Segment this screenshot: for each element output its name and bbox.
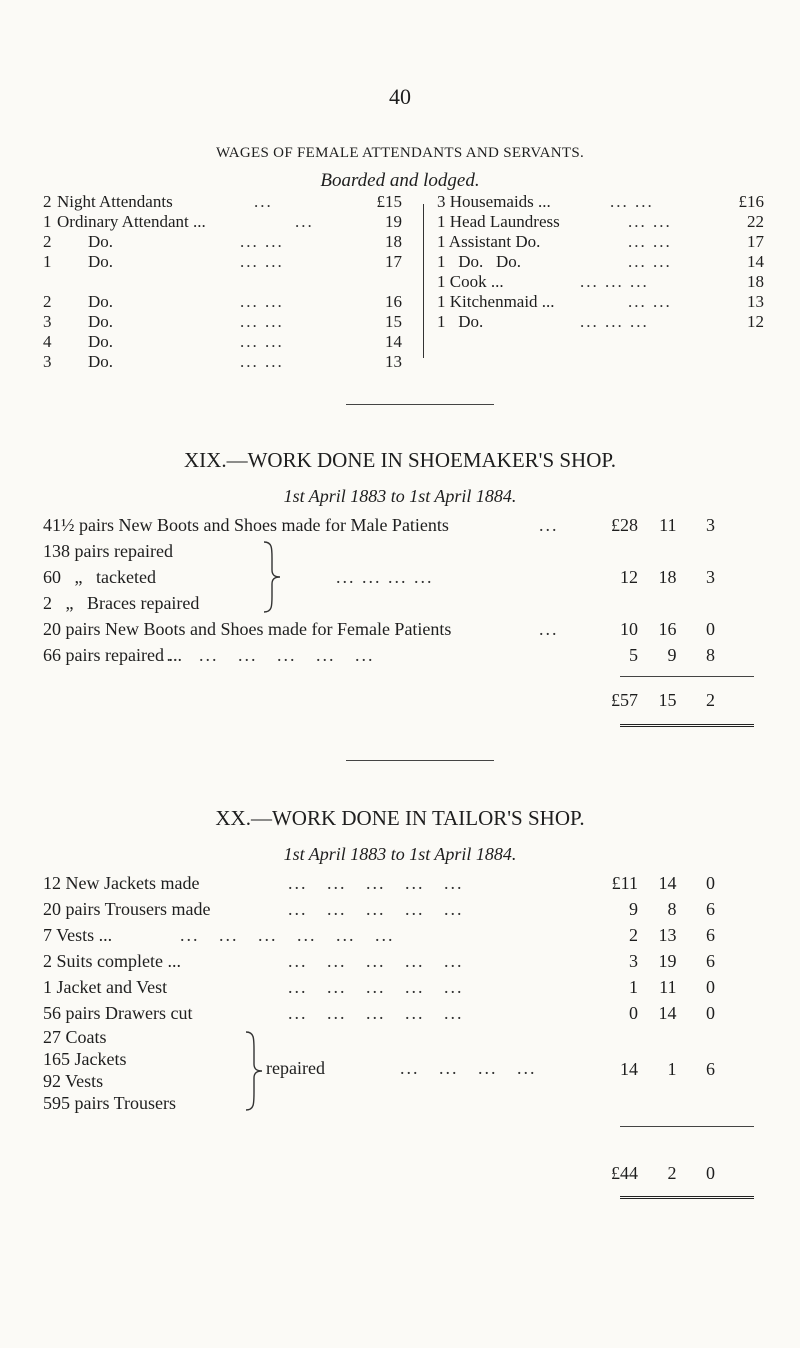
count: 1 — [43, 252, 52, 271]
wages-title: WAGES OF FEMALE ATTENDANTS AND SERVANTS. — [215, 145, 585, 161]
count: 2 — [43, 292, 52, 311]
shoemaker-amount — [580, 616, 715, 642]
shoemaker-amount — [580, 512, 715, 538]
amount: 17 — [385, 252, 402, 271]
pence: 6 — [706, 951, 715, 971]
label: 1 Assistant Do. — [437, 232, 541, 251]
dots: ... ... — [240, 292, 284, 311]
item-text: 595 pairs Trousers — [43, 1093, 177, 1113]
pence: 0 — [706, 619, 715, 639]
amount: 22 — [747, 212, 764, 231]
dots: ... ... — [240, 232, 284, 251]
tailor-amount — [580, 974, 715, 1000]
shoemaker-brace — [262, 540, 284, 614]
wages-subtitle: Boarded and lodged. — [320, 170, 480, 191]
pounds: 14 — [620, 1059, 638, 1079]
label: 1 Do. Do. — [437, 252, 522, 271]
item-text: 27 Coats — [43, 1027, 107, 1047]
pence: 0 — [706, 1003, 715, 1023]
item-text: 2 „ Braces repaired — [43, 593, 200, 613]
item-text: 138 pairs repaired — [43, 541, 173, 561]
dots: ... ... — [240, 332, 284, 351]
shillings: 13 — [658, 925, 677, 945]
item-text: 165 Jackets — [43, 1049, 127, 1069]
label: Do. — [88, 352, 114, 371]
item-text: 60 „ tacketed — [43, 567, 156, 587]
amount: 15 — [385, 312, 402, 331]
label: Night Attendants — [57, 192, 173, 211]
count: 2 — [43, 192, 52, 211]
tailor-total — [580, 1160, 715, 1186]
tailor-amount — [580, 948, 715, 974]
count: 1 — [43, 212, 52, 231]
section-divider — [346, 760, 494, 761]
amount: 17 — [747, 232, 764, 251]
label: Do. — [88, 232, 114, 251]
item-text: 20 pairs New Boots and Shoes made for Female Patients — [43, 619, 452, 639]
shillings: 11 — [659, 515, 677, 535]
shoemaker-total — [580, 687, 715, 713]
dots: ... ... ... ... ... — [288, 1003, 464, 1023]
dots: ... ... — [610, 192, 654, 211]
amount: 16 — [385, 292, 402, 311]
dots: ... — [254, 192, 273, 211]
shoemaker-amount — [580, 642, 715, 668]
amount: £15 — [376, 192, 402, 211]
shoemaker-title: XIX.—WORK DONE IN SHOEMAKER'S SHOP. — [184, 448, 616, 472]
item-text: 20 pairs Trousers made — [43, 899, 211, 919]
dots: ... — [539, 619, 559, 639]
label: 1 Do. — [437, 312, 484, 331]
item-text: 56 pairs Drawers cut — [43, 1003, 193, 1023]
dots: ... ... — [628, 252, 672, 271]
count: 4 — [43, 332, 52, 351]
amount: 19 — [385, 212, 402, 231]
pence: 6 — [706, 925, 715, 945]
dots: ... ... ... ... ... ... — [160, 645, 375, 665]
label: 1 Kitchenmaid ... — [437, 292, 555, 311]
shillings: 14 — [658, 873, 677, 893]
dots: ... ... — [628, 292, 672, 311]
label: Do. — [88, 332, 114, 351]
shillings: 9 — [667, 645, 677, 665]
pence: 2 — [706, 690, 715, 710]
tailor-brace — [244, 1030, 266, 1112]
pounds: 5 — [629, 645, 638, 665]
pounds: 0 — [629, 1003, 638, 1023]
label: Do. — [88, 252, 114, 271]
pounds: £57 — [611, 690, 638, 710]
amount: £16 — [738, 192, 764, 211]
tailor-period: 1st April 1883 to 1st April 1884. — [283, 844, 517, 864]
tailor-amount — [580, 896, 715, 922]
amount: 18 — [747, 272, 764, 291]
tailor-repaired-amount — [580, 1056, 715, 1082]
section-divider — [346, 404, 494, 405]
dots: ... — [539, 515, 559, 535]
amount: 12 — [747, 312, 764, 331]
total-double-rule — [620, 1196, 754, 1199]
dots: ... ... ... ... ... — [288, 873, 464, 893]
dots: ... — [295, 212, 314, 231]
total-double-rule — [620, 724, 754, 727]
repaired-label: repaired — [266, 1058, 325, 1078]
dots: ... ... — [240, 252, 284, 271]
item-text: 7 Vests ... — [43, 925, 113, 945]
pounds: 1 — [629, 977, 638, 997]
dots: ... ... — [240, 352, 284, 371]
count: 3 — [43, 352, 52, 371]
pounds: 2 — [629, 925, 638, 945]
item-text: 1 Jacket and Vest — [43, 977, 168, 997]
dots: ... ... — [628, 212, 672, 231]
label: 1 Cook ... — [437, 272, 504, 291]
shillings: 1 — [667, 1059, 677, 1079]
dots: ... ... ... — [580, 272, 649, 291]
pence: 3 — [706, 567, 715, 587]
tailor-amount — [580, 1000, 715, 1026]
pence: 8 — [706, 645, 715, 665]
pence: 0 — [706, 1163, 715, 1183]
pence: 6 — [706, 1059, 715, 1079]
count: 3 — [43, 312, 52, 331]
amount: 13 — [385, 352, 402, 371]
amount: 14 — [385, 332, 402, 351]
pounds: £11 — [611, 873, 638, 893]
dots: ... ... ... ... ... — [288, 977, 464, 997]
dots: ... ... ... ... ... — [288, 951, 464, 971]
item-text: 12 New Jackets made — [43, 873, 200, 893]
shillings: 19 — [658, 951, 677, 971]
dots: ... ... — [240, 312, 284, 331]
dots: ... ... ... ... — [336, 567, 434, 587]
label: 1 Head Laundress — [437, 212, 560, 231]
pounds: £44 — [611, 1163, 638, 1183]
dots: ... ... ... ... ... — [288, 899, 464, 919]
item-text: 66 pairs repaired ... — [43, 645, 182, 665]
subtotal-rule — [620, 676, 754, 677]
shillings: 14 — [658, 1003, 677, 1023]
page-number: 40 — [389, 84, 411, 109]
pence: 0 — [706, 873, 715, 893]
shillings: 11 — [659, 977, 677, 997]
item-text: 92 Vests — [43, 1071, 104, 1091]
shillings: 18 — [658, 567, 677, 587]
pounds: 10 — [620, 619, 638, 639]
shillings: 2 — [667, 1163, 677, 1183]
label: 3 Housemaids ... — [437, 192, 551, 211]
shillings: 15 — [658, 690, 677, 710]
pence: 6 — [706, 899, 715, 919]
dots: ... ... ... ... — [400, 1058, 537, 1078]
tailor-amount — [580, 922, 715, 948]
pounds: 9 — [629, 899, 638, 919]
count: 2 — [43, 232, 52, 251]
pence: 3 — [706, 515, 715, 535]
dots: ... ... ... ... ... ... — [180, 925, 395, 945]
label: Do. — [88, 292, 114, 311]
shillings: 8 — [667, 899, 677, 919]
pounds: £28 — [611, 515, 638, 535]
item-text: 41½ pairs New Boots and Shoes made for Male Patients — [43, 515, 449, 535]
shillings: 16 — [658, 619, 677, 639]
label: Do. — [88, 312, 114, 331]
dots: ... ... ... — [580, 312, 649, 331]
wages-column-divider — [423, 204, 424, 358]
amount: 14 — [747, 252, 764, 271]
tailor-amount — [580, 870, 715, 896]
label: Ordinary Attendant ... — [57, 212, 206, 231]
amount: 18 — [385, 232, 402, 251]
tailor-title: XX.—WORK DONE IN TAILOR'S SHOP. — [215, 806, 585, 830]
shoemaker-period: 1st April 1883 to 1st April 1884. — [283, 486, 517, 506]
amount: 13 — [747, 292, 764, 311]
pounds: 12 — [620, 567, 638, 587]
pounds: 3 — [629, 951, 638, 971]
pence: 0 — [706, 977, 715, 997]
dots: ... ... — [628, 232, 672, 251]
subtotal-rule — [620, 1126, 754, 1127]
shoemaker-amount — [580, 564, 715, 590]
item-text: 2 Suits complete ... — [43, 951, 181, 971]
